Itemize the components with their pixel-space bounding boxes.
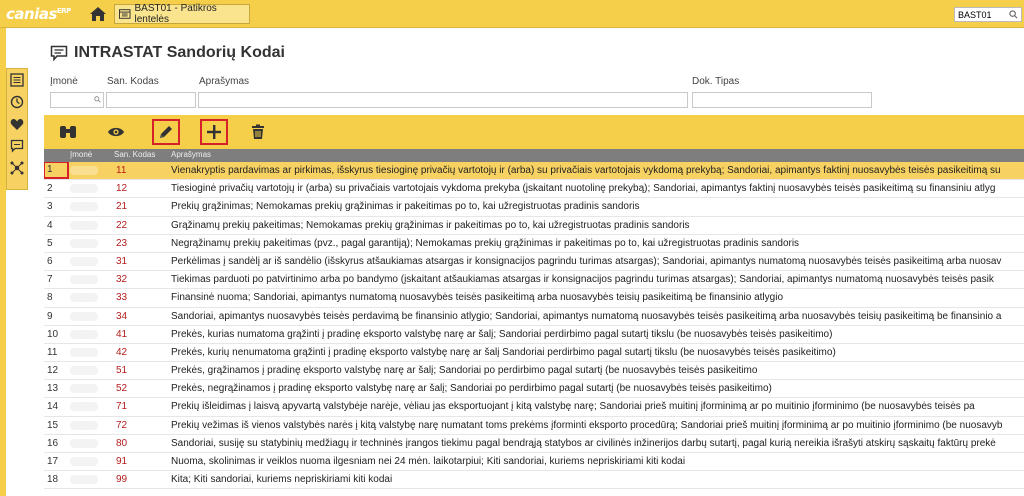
- row-kodas: 91: [116, 456, 128, 467]
- row-kodas: 12: [116, 183, 128, 195]
- row-kodas: 33: [116, 292, 128, 304]
- sidebar-item-menu[interactable]: [9, 72, 25, 88]
- app-logo: canias$^{ERP}$: [6, 5, 71, 23]
- binoculars-icon: [58, 124, 78, 140]
- table-row[interactable]: [44, 344, 1024, 362]
- filter-imone-label: Įmonė: [50, 76, 78, 87]
- row-imone: [70, 257, 98, 266]
- filter-dok-tipas-field[interactable]: [692, 92, 872, 108]
- row-imone: [70, 166, 98, 175]
- row-number: 3: [47, 201, 53, 213]
- row-description: Prekių vežimas iš vienos valstybės narės į kitą valstybę narę numatant toms prekėms įforminti eksporto procedūrą; Sandoriai prieš muitinį įforminimą ar po muitinio įforminimo (be nuosavyb: [171, 419, 1003, 431]
- data-grid: [44, 149, 1024, 489]
- tab-label: BAST01 - Patikros lentelės: [134, 3, 217, 25]
- table-row[interactable]: [44, 198, 1024, 216]
- row-imone: [70, 330, 98, 339]
- table-row[interactable]: [44, 271, 1024, 289]
- list-icon: [10, 73, 24, 87]
- row-description: Tiesioginė privačių vartotojų ir (arba) su privačiais vartotojais vykdoma prekyba (įskaitant nuotolinę prekybą); Sandoriai, apimantys faktinį nuosavybės teisės pasikeitimą su finansiniu atlyg: [171, 183, 996, 195]
- row-imone: [70, 348, 98, 357]
- sidebar-item-messages[interactable]: [9, 138, 25, 154]
- table-row[interactable]: [44, 362, 1024, 380]
- row-description: Sandoriai, susiję su statybinių medžiagų ir techninės įrangos tiekimu pagal bendrąją statybos ar civilinės inžinerijos darbų sutartį, pagal kurią nereikia išrašyti atskirų sąskaitų faktūrų prekė: [171, 437, 996, 449]
- grid-body: [44, 162, 1024, 489]
- row-imone: [70, 221, 98, 230]
- row-kodas: 72: [116, 419, 128, 431]
- row-number: 10: [47, 328, 59, 340]
- top-bar: [0, 0, 1024, 28]
- sidebar-item-favorites[interactable]: [9, 116, 25, 132]
- table-row[interactable]: [44, 326, 1024, 344]
- tab-bast01[interactable]: [114, 4, 250, 24]
- row-number: 17: [47, 456, 59, 467]
- page-title-text: INTRASTAT Sandorių Kodai: [74, 44, 285, 61]
- home-button[interactable]: [86, 3, 110, 25]
- row-kodas: 11: [116, 165, 127, 176]
- grid-header: [44, 149, 1024, 162]
- filter-kodas-label: San. Kodas: [107, 76, 159, 87]
- table-row[interactable]: [44, 453, 1024, 471]
- search-box[interactable]: [954, 7, 1022, 22]
- row-kodas: 22: [116, 219, 128, 231]
- row-kodas: 71: [116, 401, 128, 413]
- delete-button[interactable]: [244, 119, 272, 145]
- row-number: 5: [47, 237, 53, 249]
- row-kodas: 52: [116, 383, 128, 395]
- row-description: Tiekimas parduoti po patvirtinimo arba po bandymo (įskaitant atšaukiamas atsargas ir konsignacijos pagrindu turimas atsargas); Sandoriai, apimantys numatomą nuosavybės teisės pasik: [171, 274, 994, 286]
- table-row[interactable]: [44, 180, 1024, 198]
- row-imone: [70, 184, 98, 193]
- row-number: 2: [47, 183, 53, 195]
- heart-icon: [10, 118, 24, 131]
- table-row[interactable]: [44, 235, 1024, 253]
- row-imone: [70, 239, 98, 248]
- row-description: Negrąžinamų prekių pakeitimas (pvz., pagal garantiją); Nemokamas prekių grąžinimas ir pakeitimas po to, kai užregistruotas pradinis sandoris: [171, 237, 800, 249]
- comment-icon: [10, 139, 24, 153]
- filter-dok-tipas-label: Dok. Tipas: [692, 76, 740, 87]
- add-button[interactable]: [200, 119, 228, 145]
- table-row[interactable]: [44, 289, 1024, 307]
- search-input[interactable]: [958, 10, 1008, 20]
- row-number: 14: [47, 401, 59, 413]
- find-button[interactable]: [54, 119, 82, 145]
- row-imone: [70, 202, 98, 211]
- row-description: Finansinė nuoma; Sandoriai, apimantys numatomą nuosavybės teisės pasikeitimą arba nuosavybės teisių pasikeitimą be finansinio atlygio: [171, 292, 784, 304]
- row-description: Prekių išleidimas į laisvą apyvartą valstybėje narėje, vėliau jas eksportuojant į kitą valstybę narę; Sandoriai prieš muitinį įforminimą ar po muitinio įforminimo (be nuosavybės teisės pa: [171, 401, 975, 413]
- row-kodas: 32: [116, 274, 128, 286]
- row-kodas: 34: [116, 310, 128, 322]
- table-row[interactable]: [44, 217, 1024, 235]
- sidebar-item-history[interactable]: [9, 94, 25, 110]
- toolbar: [44, 115, 1024, 149]
- row-imone: [70, 312, 98, 321]
- network-icon: [10, 161, 24, 175]
- row-number: 9: [47, 310, 53, 322]
- sidebar-item-network[interactable]: [9, 160, 25, 176]
- row-description: Prekės, kurių nenumatoma grąžinti į pradinę eksporto valstybę narę ar šalį Sandoriai perdirbimo pagal sutartį tikslu (be nuosavybės teisės pasikeitimo): [171, 346, 836, 358]
- plus-icon: [206, 124, 222, 140]
- row-kodas: 21: [116, 201, 128, 213]
- row-imone: [70, 421, 98, 430]
- row-description: Prekės, kurias numatoma grąžinti į pradinę eksporto valstybę narę ar šalį; Sandoriai perdirbimo pagal sutartį tikslu (be nuosavybės teisės pasikeitimo): [171, 328, 833, 340]
- row-description: Nuoma, skolinimas ir veiklos nuoma ilgesniam nei 24 mėn. laikotarpiui; Kiti sandoriai, kuriems nepriskiriami kiti kodai: [171, 456, 686, 467]
- row-imone: [70, 439, 98, 448]
- row-number: 18: [47, 474, 59, 486]
- trash-icon: [251, 124, 265, 140]
- table-row[interactable]: [44, 308, 1024, 326]
- history-icon: [10, 95, 24, 109]
- filter-imone-field[interactable]: [50, 92, 104, 108]
- row-description: Kita; Kiti sandoriai, kuriems nepriskiriami kiti kodai: [171, 474, 393, 486]
- row-description: Perkėlimas į sandėlį ar iš sandėlio (išskyrus atšaukiamas atsargas ir konsignacijos pagrindu turimas atsargas); Sandoriai, apimantys numatomą nuosavybės teisės pasikeitimą arba nuosav: [171, 255, 1002, 267]
- row-kodas: 23: [116, 237, 128, 249]
- row-imone: [70, 366, 98, 375]
- row-number: 12: [47, 365, 59, 377]
- table-row[interactable]: [44, 398, 1024, 416]
- header-aprasymas[interactable]: Aprašymas: [171, 150, 212, 159]
- row-description: Prekės, grąžinamos į pradinę eksporto valstybę narę ar šalį; Sandoriai po perdirbimo pagal sutartį (be nuosavybės teisės pasikeitimo: [171, 365, 758, 377]
- row-number: 4: [47, 219, 53, 231]
- table-row[interactable]: [44, 380, 1024, 398]
- row-kodas: 42: [116, 346, 128, 358]
- row-kodas: 80: [116, 437, 128, 449]
- row-description: Sandoriai, apimantys nuosavybės teisės perdavimą be finansinio atlygio; Sandoriai, apimantys numatomą nuosavybės teisės pasikeitimą arba nuosavybės teisių pasikeitimą be finansinio a: [171, 310, 1002, 322]
- row-imone: [70, 475, 98, 484]
- row-kodas: 41: [116, 328, 128, 340]
- header-kodas[interactable]: San. Kodas: [114, 150, 156, 159]
- sidebar: [6, 68, 28, 190]
- row-number: 8: [47, 292, 53, 304]
- header-imone[interactable]: Įmonė: [70, 150, 93, 159]
- row-imone: [70, 275, 98, 284]
- home-icon: [89, 6, 107, 22]
- row-description: Vienakryptis pardavimas ar pirkimas, išskyrus tiesioginę privačių vartotojų ir (arba) su privačiais vartotojais vykdomą prekybą; Sandoriai, apimantys faktinį nuosavybės teisės pasikeitimą su: [171, 165, 1001, 176]
- edit-button[interactable]: [152, 119, 180, 145]
- table-row[interactable]: [44, 435, 1024, 453]
- filter-kodas-field[interactable]: [106, 92, 196, 108]
- pencil-icon: [158, 124, 174, 140]
- row-number: 15: [47, 419, 59, 431]
- row-description: Grąžinamų prekių pakeitimas; Nemokamas prekių grąžinimas ir pakeitimas po to, kai užregistruotas pradinis sandoris: [171, 219, 690, 231]
- row-number: 6: [47, 255, 53, 267]
- window-icon: [119, 9, 131, 19]
- window-icon: [50, 45, 68, 61]
- row-description: Prekių grąžinimas; Nemokamas prekių grąžinimas ir pakeitimas po to, kai užregistruotas pradinis sandoris: [171, 201, 640, 213]
- table-row[interactable]: [44, 417, 1024, 435]
- filter-aprasymas-field[interactable]: [198, 92, 688, 108]
- search-icon[interactable]: [94, 96, 101, 103]
- search-icon[interactable]: [1009, 10, 1018, 19]
- view-button[interactable]: [102, 119, 130, 145]
- row-number: 7: [47, 274, 53, 286]
- row-imone: [70, 402, 98, 411]
- row-number: 1: [45, 163, 67, 177]
- row-number: 16: [47, 437, 59, 449]
- row-imone: [70, 293, 98, 302]
- row-imone: [70, 384, 98, 393]
- row-imone: [70, 457, 98, 466]
- table-row[interactable]: [44, 253, 1024, 271]
- page-title: [50, 44, 285, 62]
- table-row[interactable]: [44, 162, 1024, 180]
- row-kodas: 99: [116, 474, 128, 486]
- row-kodas: 51: [116, 365, 128, 377]
- row-number: 13: [47, 383, 59, 395]
- row-kodas: 31: [116, 255, 128, 267]
- row-number: 11: [47, 346, 58, 358]
- row-description: Prekės, negrąžinamos į pradinę eksporto valstybę narę ar šalį; Sandoriai po perdirbimo pagal sutartį (be nuosavybės teisės pasikeitimo): [171, 383, 772, 395]
- table-row[interactable]: [44, 471, 1024, 489]
- eye-icon: [107, 126, 125, 138]
- filter-aprasymas-label: Aprašymas: [199, 76, 250, 87]
